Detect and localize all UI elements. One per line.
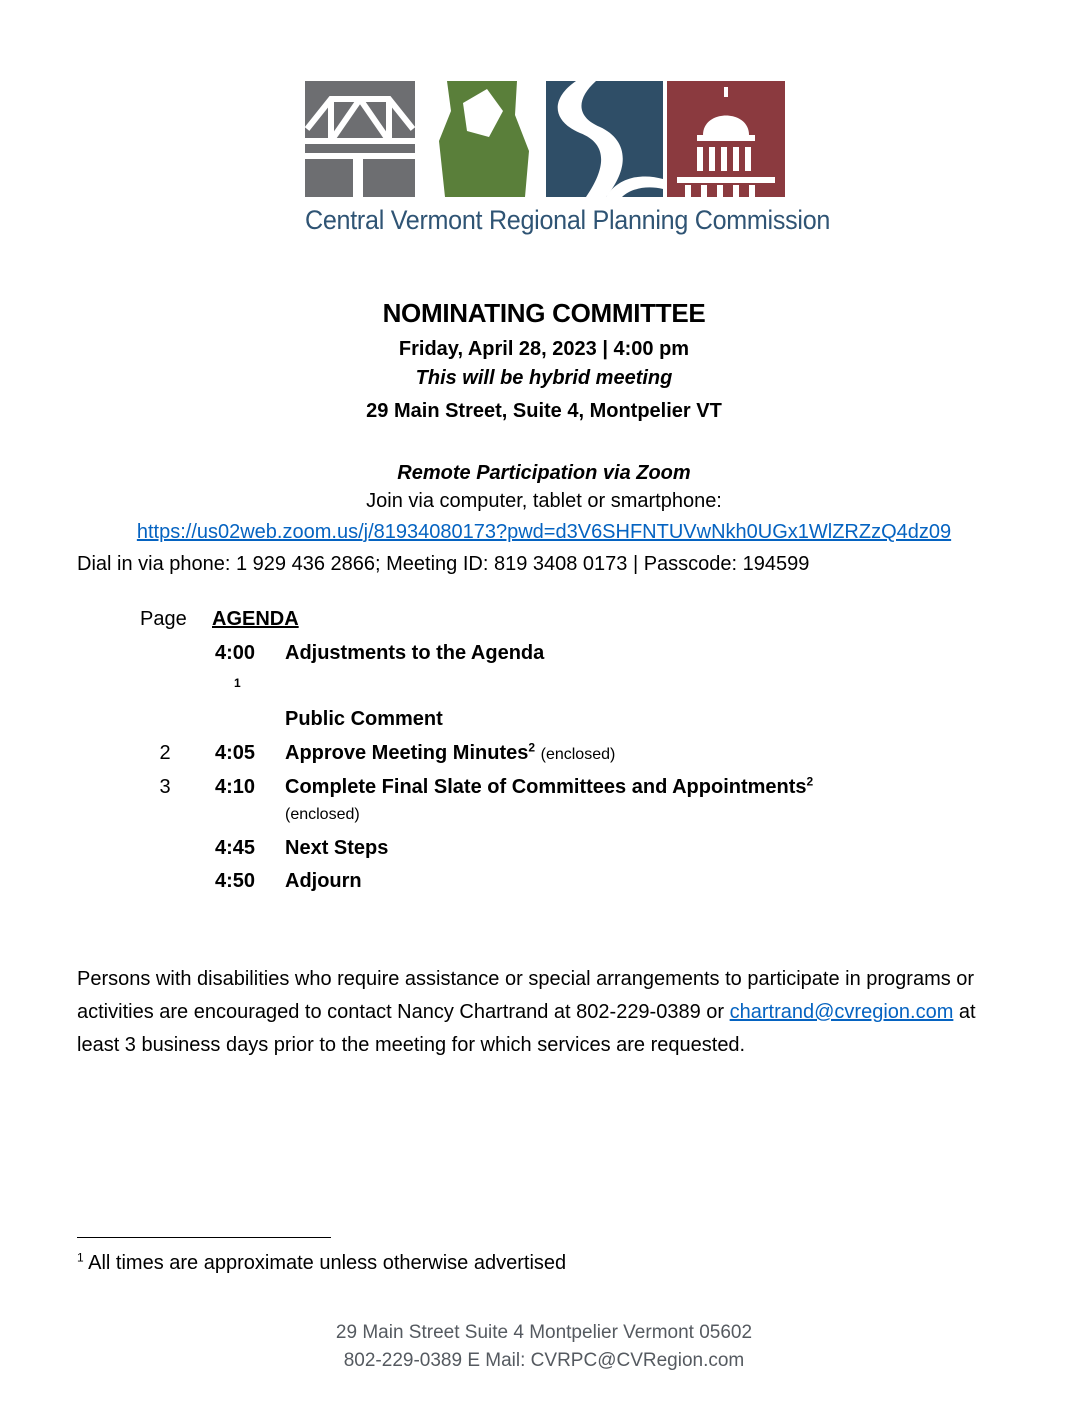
river-tile (546, 81, 663, 197)
bridge-tile (305, 81, 415, 197)
vermont-map-icon (425, 81, 539, 197)
agenda-item (0, 642, 1088, 672)
agenda-item-page: 3 (159, 776, 171, 798)
agenda-item-page: 2 (159, 742, 171, 764)
footer-contact: 802-229-0389 E Mail: CVRPC@CVRegion.com (343, 1350, 745, 1371)
footnote (77, 1252, 566, 1275)
agenda-item-continuation (0, 806, 1088, 836)
agenda-item-note: (enclosed) (285, 806, 360, 823)
accessibility-text-after: at least 3 business days prior to the meeting for which services are requested. (77, 1001, 976, 1056)
agenda-item (0, 708, 1088, 738)
footnote-superscript: 2 (528, 740, 536, 755)
agenda-item-label: Complete Final Slate of Committees and Appointments (285, 776, 807, 798)
agenda-item (0, 776, 1088, 806)
cvrpc-logo (305, 81, 785, 197)
accessibility-text-before: Persons with disabilities who require assistance or special arrangements to participate in programs or activities are encouraged to contact Nancy Chartrand at 802-229-0389 or (77, 968, 975, 1023)
zoom-link[interactable]: https://us02web.zoom.us/j/81934080173?pwd=d3V6SHFNTUVwNkh0UGx1WlZRZzQ4dz09 (136, 521, 952, 543)
meeting-datetime: Friday, April 28, 2023 | 4:00 pm (398, 338, 690, 360)
agenda-item-time: 4:45 (215, 837, 256, 859)
page-column-header: Page (140, 608, 187, 630)
organization-name: Central Vermont Regional Planning Commission (305, 205, 831, 235)
footnote-reference: 1 (234, 676, 241, 690)
agenda-item-label-wrap (285, 742, 615, 765)
agenda-item (0, 742, 1088, 772)
agenda-item-label: Approve Meeting Minutes (285, 742, 529, 764)
footnote-divider (77, 1237, 331, 1238)
agenda-item-time: 4:00 (215, 642, 256, 664)
agenda-item-label: Next Steps (285, 837, 389, 859)
meeting-title: NOMINATING COMMITTEE (382, 298, 706, 328)
footnote-mark: 1 (77, 1250, 84, 1265)
agenda-item-label: Adjourn (285, 870, 362, 892)
agenda-item-label: Adjustments to the Agenda (285, 642, 545, 664)
agenda-heading: AGENDA (212, 608, 299, 630)
agenda-item-note: (enclosed) (540, 746, 616, 763)
vermont-map-tile (425, 81, 539, 197)
agenda-item-label-wrap (285, 776, 813, 799)
contact-email-link[interactable]: chartrand@cvregion.com (729, 1001, 954, 1023)
meeting-address: 29 Main Street, Suite 4, Montpelier VT (366, 400, 722, 422)
remote-heading: Remote Participation via Zoom (397, 462, 691, 484)
join-instructions: Join via computer, tablet or smartphone: (366, 490, 722, 512)
agenda-item-time: 4:10 (215, 776, 256, 798)
agenda-item-time: 4:05 (215, 742, 256, 764)
agenda-item (0, 870, 1088, 900)
capitol-tile (667, 81, 785, 197)
bridge-icon (305, 81, 415, 197)
footnote-text: All times are approximate unless otherwise advertised (88, 1252, 567, 1274)
agenda-item (0, 837, 1088, 867)
river-icon (546, 81, 663, 197)
agenda-item-time: 4:50 (215, 870, 256, 892)
meeting-format-note: This will be hybrid meeting (415, 367, 673, 389)
accessibility-notice (77, 963, 1017, 1062)
capitol-building-icon (667, 81, 785, 197)
agenda-item-label: Public Comment (285, 708, 443, 730)
footer-address: 29 Main Street Suite 4 Montpelier Vermont 05602 (335, 1322, 753, 1343)
zoom-link-line (0, 521, 1088, 544)
agenda-header-row (0, 608, 1088, 638)
dial-in-info: Dial in via phone: 1 929 436 2866; Meeting ID: 819 3408 0173 | Passcode: 194599 (77, 553, 810, 575)
footnote-superscript: 2 (806, 774, 814, 789)
